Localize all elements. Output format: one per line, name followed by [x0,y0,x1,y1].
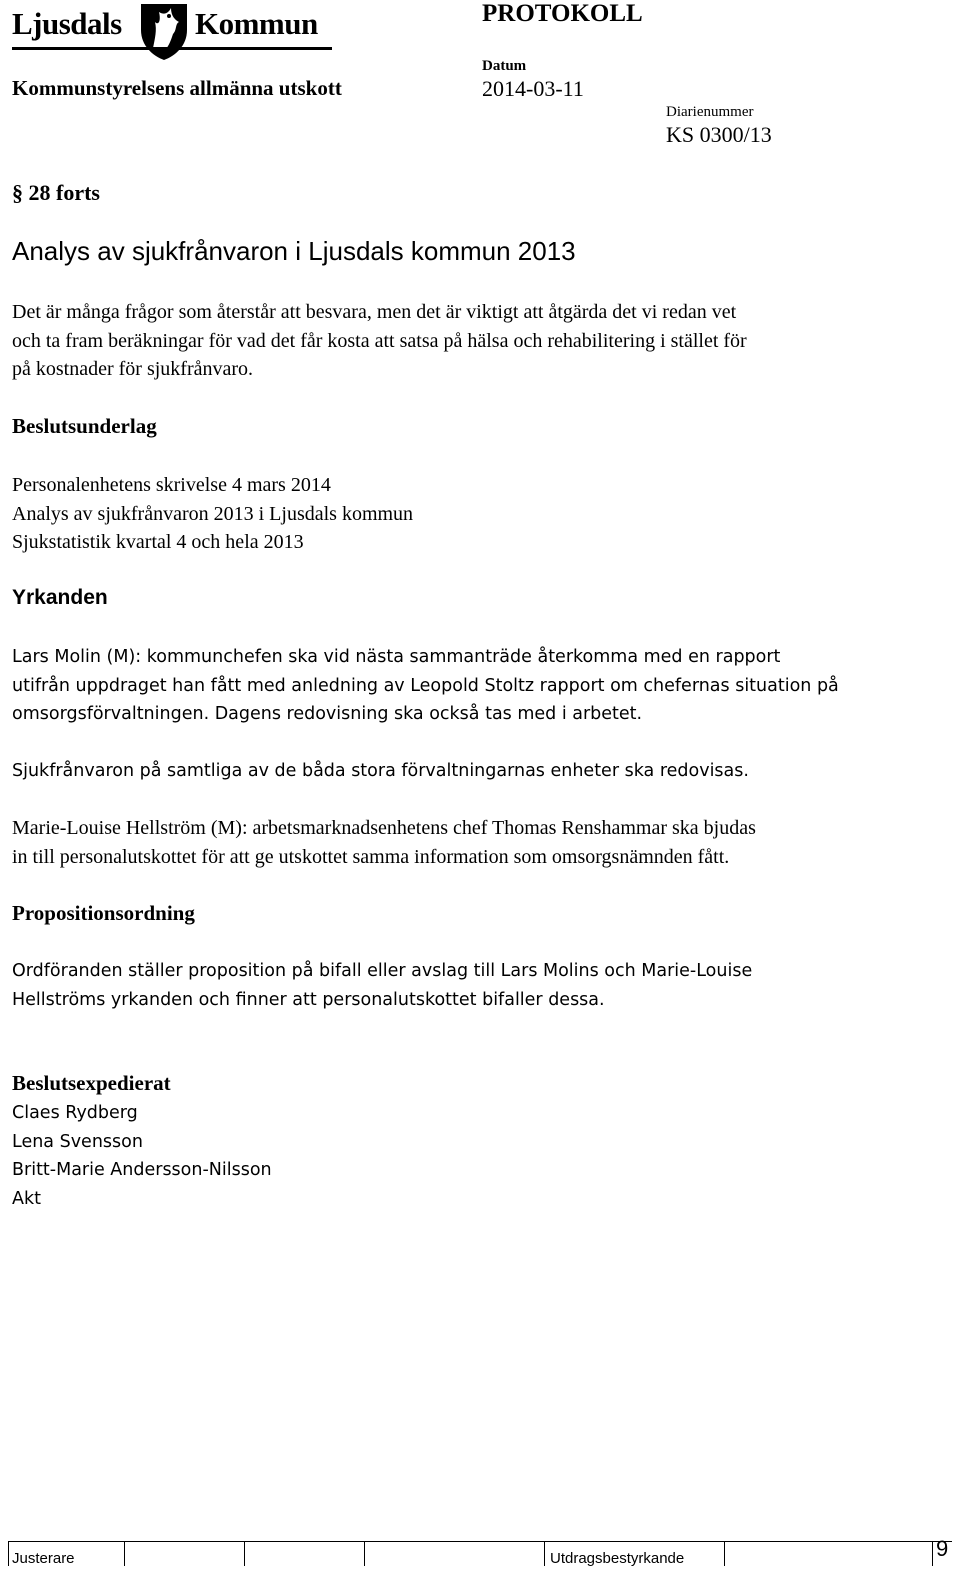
yrkande-sjukfranvaro [12,757,942,786]
intro-line: och ta fram beräkningar för vad det får kosta att satsa på hälsa och rehabilitering i stället för [12,329,747,352]
logo-text-ljusdals: Ljusdals [12,6,122,41]
list-item: Sjukstatistik kvartal 4 och hela 2013 [12,531,304,553]
intro-line: Det är många frågor som återstår att besvara, men det är viktigt att åtgärda det vi redan vet [12,301,737,323]
list-item: Lena Svensson [12,1131,143,1152]
paragraph-line: Ordföranden ställer proposition på bifall eller avslag till Lars Molins och Marie-Louise [12,961,753,981]
page-number: 9 [936,1536,949,1561]
heading-beslutsexpedierat: Beslutsexpedierat [12,1071,171,1095]
paragraph-line: utifrån uppdraget han fått med anledning av Leopold Stoltz rapport om chefernas situation på [12,675,839,696]
yrkande-marie-louise [12,814,942,871]
paragraph-line: in till personalutskottet för att ge utskottet samma information som omsorgsnämnden fått. [12,845,730,868]
list-item: Britt-Marie Andersson-Nilsson [12,1160,272,1180]
footer-cell-border [8,1542,9,1566]
paragraph-line: Hellströms yrkanden och finner att personalutskottet bifaller dessa. [12,989,605,1010]
section-number: § 28 forts [12,180,100,205]
intro-paragraph [12,298,942,384]
heading-yrkanden: Yrkanden [12,586,108,609]
footer-cell-border [724,1542,725,1566]
beslutsexpedierat-list [12,1099,942,1213]
footer-cell-border [364,1542,365,1566]
date-label: Datum [482,58,527,74]
intro-line: på kostnader för sjukfrånvaro. [12,358,254,380]
footer-utdragsbestyrkande-label: Utdragsbestyrkande [550,1550,685,1567]
list-item: Akt [12,1188,41,1209]
registration-number-label: Diarienummer [666,104,754,120]
municipal-crest-logo [135,0,193,62]
date-value: 2014-03-11 [482,76,584,101]
paragraph-line: Lars Molin (M): kommunchefen ska vid nästa sammanträde återkomma med en rapport [12,647,781,667]
footer-signature-table [8,1541,952,1566]
heading-beslutsunderlag: Beslutsunderlag [12,414,157,438]
footer-cell-border [244,1542,245,1566]
list-item: Analys av sjukfrånvaron 2013 i Ljusdals kommun [12,502,414,525]
footer-cell-border [932,1542,933,1566]
footer-justerare-label: Justerare [12,1550,75,1567]
paragraph-line: Sjukfrånvaron på samtliga av de båda stora förvaltningarnas enheter ska redovisas. [12,761,749,781]
paragraph-line: Marie-Louise Hellström (M): arbetsmarknadsenhetens chef Thomas Renshammar ska bjudas [12,817,756,839]
yrkande-lars-molin [12,643,942,729]
section-title: Analys av sjukfrånvaron i Ljusdals kommun 2013 [12,236,576,266]
beslutsunderlag-list [12,471,942,557]
propositionsordning-paragraph [12,957,942,1014]
document-type: PROTOKOLL [482,0,643,27]
list-item: Claes Rydberg [12,1103,138,1123]
logo-text-kommun: Kommun [195,6,318,41]
committee-name: Kommunstyrelsens allmänna utskott [12,76,342,100]
list-item: Personalenhetens skrivelse 4 mars 2014 [12,474,331,496]
paragraph-line: omsorgsförvaltningen. Dagens redovisning ska också tas med i arbetet. [12,704,643,724]
footer-cell-border [124,1542,125,1566]
logo-underline [12,47,332,50]
heading-propositionsordning: Propositionsordning [12,901,195,925]
footer-cell-border [544,1542,545,1566]
registration-number-value: KS 0300/13 [666,122,772,147]
